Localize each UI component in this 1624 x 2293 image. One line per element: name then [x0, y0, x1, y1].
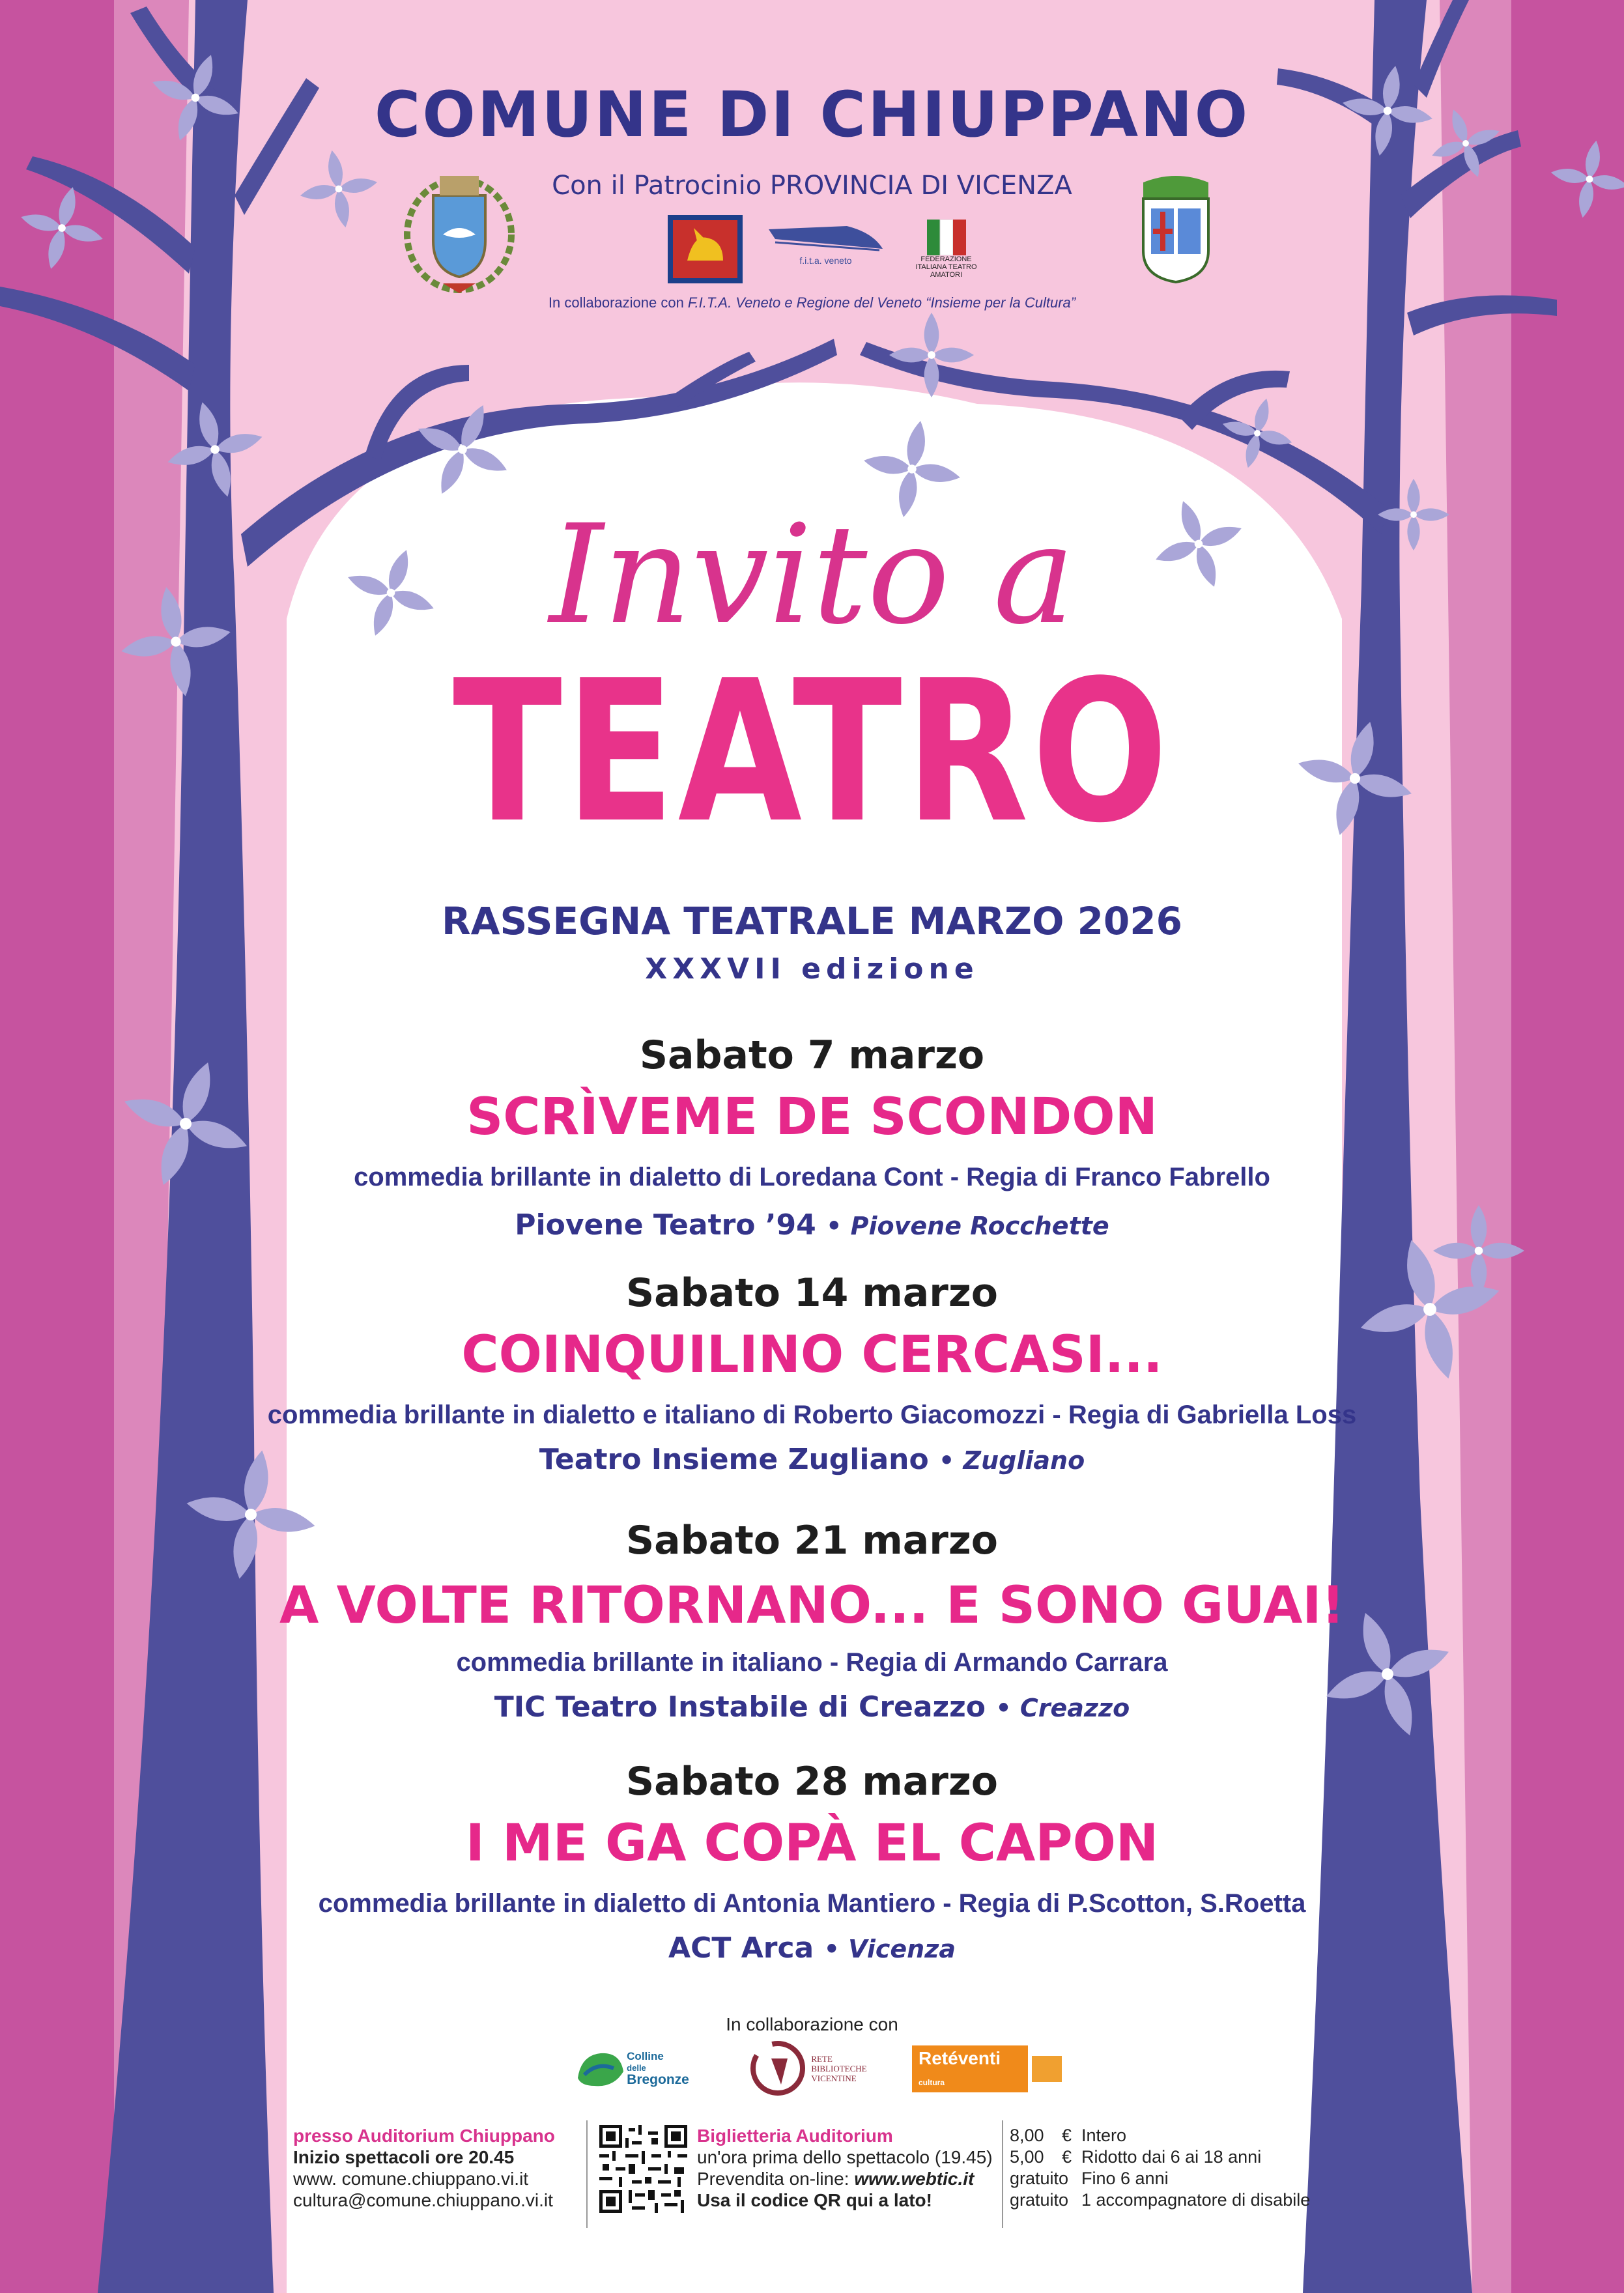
- rete-text-2: BIBLIOTECHE: [811, 2063, 867, 2073]
- show-4-title: I ME GA COPÀ EL CAPON: [465, 1814, 1159, 1873]
- reteventi-text: Retéventi: [919, 2048, 1001, 2068]
- webtic-link[interactable]: www.webtic.it: [854, 2169, 975, 2189]
- footer-venue: presso Auditorium Chiuppano: [293, 2126, 555, 2146]
- show-2-place: • Zugliano: [939, 1446, 1085, 1475]
- colline-bregonze-logo: [567, 2042, 697, 2094]
- fita-federazione-text: FEDERAZIONE ITALIANA TEATRO AMATORI: [915, 255, 977, 279]
- show-4-place: • Vicenza: [823, 1935, 956, 1963]
- show-1-place: • Piovene Rocchette: [826, 1212, 1109, 1240]
- colline-text-2: Bregonze: [627, 2072, 689, 2087]
- price-amount: gratuito: [1010, 2190, 1069, 2210]
- show-4-date: Sabato 28 marzo: [625, 1759, 999, 1804]
- ticket-box-hours: un'ora prima dello spettacolo (19.45): [697, 2147, 993, 2167]
- price-amount: gratuito: [1010, 2169, 1069, 2188]
- footer-start-time: Inizio spettacoli ore 20.45: [293, 2147, 515, 2167]
- edizione-subtitle: XXXVII edizione: [645, 952, 979, 986]
- price-currency: €: [1062, 2126, 1072, 2145]
- qr-code[interactable]: [599, 2125, 687, 2213]
- price-amount: 5,00: [1010, 2147, 1044, 2167]
- colline-text-delle: delle: [627, 2063, 646, 2073]
- ticket-qr-hint: Usa il codice QR qui a lato!: [697, 2190, 932, 2210]
- show-3-description: commedia brillante in italiano - Regia di Armando Carrara: [456, 1648, 1168, 1677]
- show-3-date: Sabato 21 marzo: [625, 1518, 999, 1563]
- rassegna-subtitle: RASSEGNA TEATRALE MARZO 2026: [441, 899, 1183, 943]
- stemma-chiuppano-logo: [397, 163, 521, 296]
- show-2-company: [0, 1443, 1624, 1476]
- ticket-box-online: [697, 2168, 997, 2189]
- collaborazione-italic: F.I.T.A. Veneto e Regione del Veneto “Insieme per la Cultura”: [687, 294, 1076, 311]
- show-1-company-name: Piovene Teatro ’94: [515, 1208, 816, 1242]
- show-4-company: [0, 1931, 1624, 1965]
- price-amount: 8,00: [1010, 2126, 1044, 2145]
- footer-divider-1: [586, 2120, 588, 2228]
- colline-text-1: Colline: [627, 2050, 664, 2062]
- show-2-date: Sabato 14 marzo: [625, 1270, 999, 1316]
- price-label: Fino 6 anni: [1081, 2169, 1169, 2188]
- show-1-title: SCRÌVEME DE SCONDON: [466, 1088, 1158, 1146]
- patrocinio-text: Con il Patrocinio PROVINCIA DI VICENZA: [552, 171, 1072, 201]
- show-2-title: COINQUILINO CERCASI...: [461, 1326, 1163, 1384]
- show-2-description: commedia brillante in dialetto e italiano di Roberto Giacomozzi - Regia di Gabriella Loss: [267, 1401, 1357, 1429]
- price-row: [1010, 2189, 1348, 2211]
- page-title: COMUNE DI CHIUPPANO: [374, 78, 1250, 151]
- footer-ticket-block: [697, 2125, 997, 2211]
- rete-text-1: RETE: [811, 2053, 833, 2064]
- price-label: 1 accompagnatore di disabile: [1081, 2190, 1311, 2210]
- footer-venue-block: [293, 2125, 580, 2211]
- invito-heading: Invito a: [549, 495, 1075, 655]
- rete-text-3: VICENTINE: [811, 2073, 857, 2083]
- regione-veneto-logo: [668, 215, 743, 283]
- reteventi-sub: cultura: [919, 2078, 945, 2087]
- collaborazione-header: [0, 294, 1624, 311]
- fita-veneto-text: f.i.t.a. veneto: [799, 255, 852, 266]
- show-1-company: [0, 1208, 1624, 1242]
- price-row: [1010, 2168, 1348, 2189]
- price-label: Ridotto dai 6 ai 18 anni: [1081, 2147, 1262, 2167]
- collaborazione-prefix: In collaborazione con: [548, 294, 688, 311]
- show-3-place: • Creazzo: [995, 1694, 1130, 1722]
- show-4-description: commedia brillante in dialetto di Antonia Mantiero - Regia di P.Scotton, S.Roetta: [318, 1889, 1306, 1918]
- provincia-vicenza-logo: [1137, 173, 1215, 283]
- show-3-company: [0, 1690, 1624, 1724]
- fita-veneto-logo: [769, 221, 883, 267]
- price-row: [1010, 2146, 1348, 2168]
- show-1-description: commedia brillante in dialetto di Loredana Cont - Regia di Franco Fabrello: [354, 1163, 1270, 1191]
- rete-biblioteche-logo: [739, 2039, 876, 2098]
- ticket-online-prefix: Prevendita on-line:: [697, 2169, 855, 2189]
- reteventi-logo: [912, 2048, 1062, 2087]
- footer-website-link[interactable]: www. comune.chiuppano.vi.it: [293, 2169, 529, 2189]
- show-3-company-name: TIC Teatro Instabile di Creazzo: [494, 1690, 986, 1724]
- show-3-title: A VOLTE RITORNANO... E SONO GUAI!: [279, 1576, 1345, 1635]
- footer-divider-2: [1002, 2120, 1003, 2228]
- price-currency: €: [1062, 2147, 1072, 2167]
- ticket-box-title: Biglietteria Auditorium: [697, 2126, 893, 2146]
- fita-federazione-logo: [915, 212, 977, 287]
- show-1-date: Sabato 7 marzo: [639, 1033, 985, 1078]
- show-2-company-name: Teatro Insieme Zugliano: [539, 1443, 929, 1476]
- show-4-company-name: ACT Arca: [668, 1931, 814, 1965]
- teatro-heading: TEATRO: [452, 638, 1172, 866]
- partners-label: In collaborazione con: [726, 2014, 898, 2034]
- footer-email-link[interactable]: cultura@comune.chiuppano.vi.it: [293, 2190, 553, 2210]
- price-label: Intero: [1081, 2126, 1127, 2145]
- price-list: [1010, 2125, 1348, 2211]
- price-row: [1010, 2125, 1348, 2146]
